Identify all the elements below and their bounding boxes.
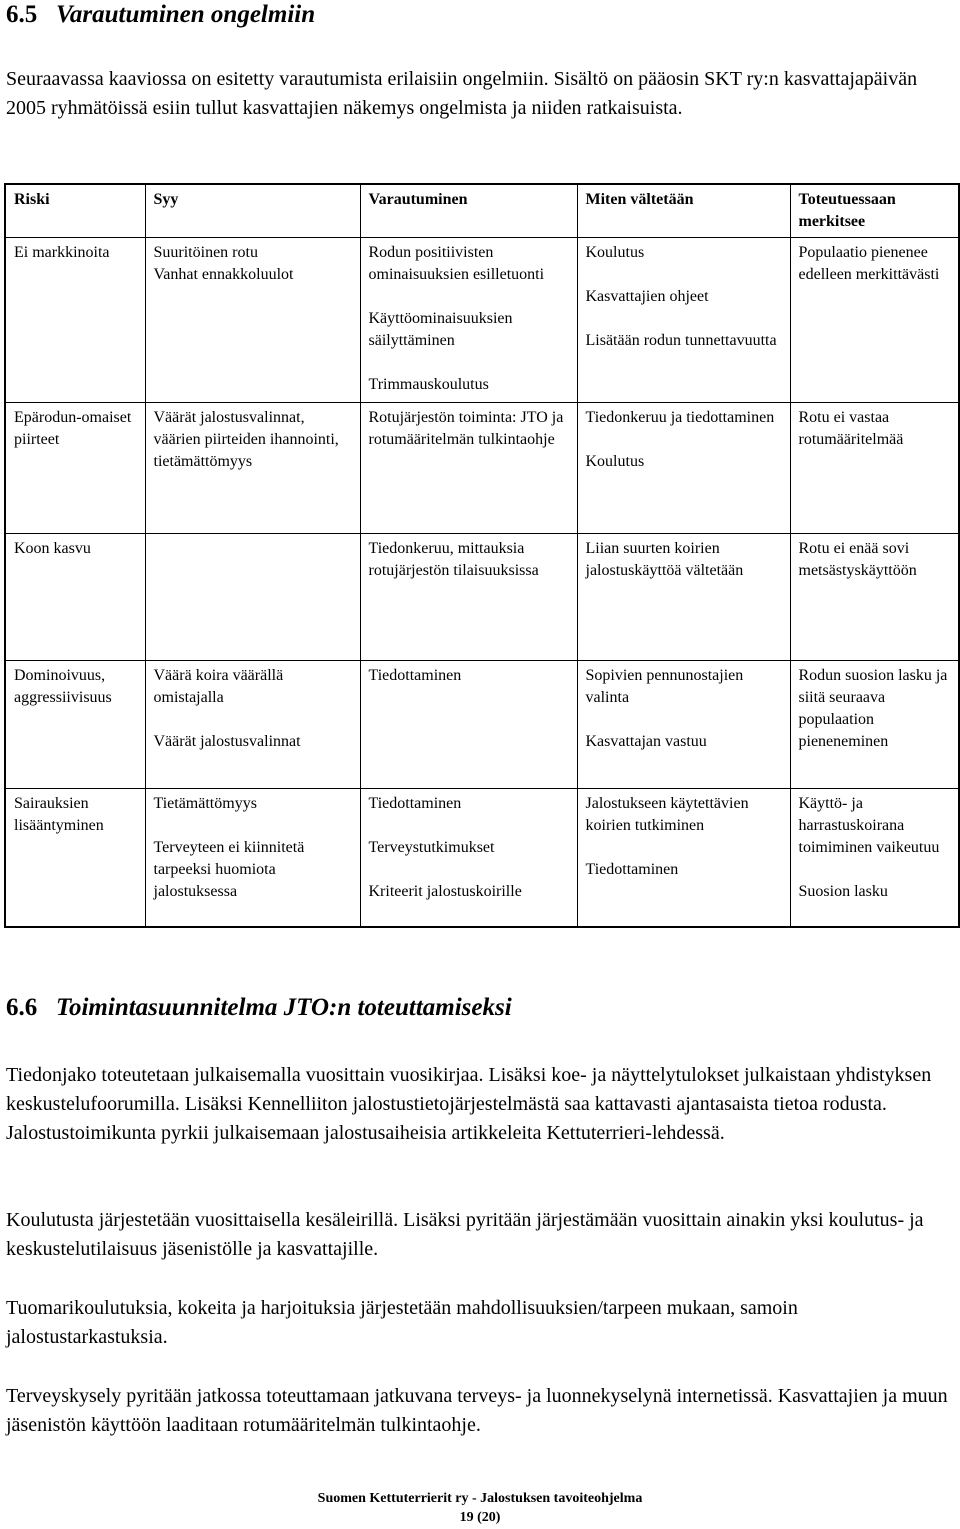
cell-line: Terveystutkimukset: [368, 839, 495, 856]
cell-varautuminen: Tiedottaminen: [360, 661, 577, 789]
table-row: [5, 403, 959, 534]
cell-toteutuessaan: Populaatio pienenee edelleen merkittävästi: [790, 238, 959, 403]
cell-syy: Väärät jalostusvalinnat, väärien piirteiden ihannointi, tietämättömyys: [145, 403, 360, 534]
cell-syy: [145, 238, 360, 403]
section-heading-6-6: [6, 993, 512, 1023]
cell-line: Kasvattajan vastuu: [585, 733, 707, 750]
cell-riski: Dominoivuus, aggressiivisuus: [5, 661, 145, 789]
cell-toteutuessaan: Rodun suosion lasku ja siitä seuraava populaation pieneneminen: [790, 661, 959, 789]
cell-varautuminen: Tiedonkeruu, mittauksia rotujärjestön tilaisuuksissa: [360, 534, 577, 661]
cell-syy: [145, 534, 360, 661]
cell-line: Rodun positiivisten ominaisuuksien esilletuonti: [368, 244, 545, 283]
table-row: [5, 789, 959, 927]
cell-line: Käyttö- ja harrastuskoirana toimiminen vaikeutuu: [798, 795, 940, 856]
header-riski: Riski: [5, 184, 145, 238]
cell-riski: Sairauksien lisääntyminen: [5, 789, 145, 927]
body-paragraph: Tiedonjako toteutetaan julkaisemalla vuosittain vuosikirjaa. Lisäksi koe- ja näyttelytulokset julkaistaan yhdistyksen keskustelufoorumilla. Lisäksi Kennelliiton jalostustietojärjestelmästä saa kattavasti ajantasaista tietoa rodusta. Jalostustoimikunta pyrkii julkaisemaan jalostusaiheisia artikkeleita Kettuterrieri-lehdessä.: [6, 1064, 932, 1144]
cell-line: Sopivien pennunostajien valinta: [585, 667, 744, 706]
cell-line: Tietämättömyys: [153, 795, 257, 812]
risk-table: [4, 183, 960, 928]
cell-line: Väärä koira väärällä omistajalla: [153, 667, 284, 706]
section-number: 6.6: [6, 994, 38, 1021]
section-heading-6-5: [6, 0, 315, 30]
cell-line: Terveyteen ei kiinnitetä tarpeeksi huomiota jalostuksessa: [153, 839, 305, 900]
page-footer-title: Suomen Kettuterrierit ry - Jalostuksen tavoiteohjelma: [317, 1491, 643, 1506]
cell-miten: Liian suurten koirien jalostuskäyttöä vältetään: [577, 534, 790, 661]
cell-line: Käyttöominaisuuksien säilyttäminen: [368, 310, 513, 349]
cell-varautuminen: [360, 789, 577, 927]
body-paragraph: Koulutusta järjestetään vuosittaisella kesäleirillä. Lisäksi pyritään järjestämään vuosittain ainakin yksi koulutus- ja keskustelutilaisuus jäsenistölle ja kasvattajille.: [6, 1209, 924, 1260]
cell-syy: [145, 661, 360, 789]
cell-riski: Koon kasvu: [5, 534, 145, 661]
cell-miten: [577, 661, 790, 789]
cell-toteutuessaan: Rotu ei vastaa rotumääritelmää: [790, 403, 959, 534]
cell-toteutuessaan: [790, 789, 959, 927]
cell-line: Trimmauskoulutus: [368, 376, 489, 393]
header-miten: Miten vältetään: [577, 184, 790, 238]
page-number: 19 (20): [459, 1510, 501, 1525]
cell-line: Suosion lasku: [798, 883, 888, 900]
table-row: [5, 534, 959, 661]
cell-toteutuessaan: Rotu ei enää sovi metsästyskäyttöön: [790, 534, 959, 661]
cell-riski: Epärodun-omaiset piirteet: [5, 403, 145, 534]
cell-varautuminen: [360, 238, 577, 403]
cell-syy: [145, 789, 360, 927]
body-paragraph: Terveyskysely pyritään jatkossa toteuttamaan jatkuvana terveys- ja luonnekyselynä internetissä. Kasvattajien ja muun jäsenistön käyttöön laaditaan rotumääritelmän tulkintaohje.: [6, 1385, 948, 1436]
cell-miten: [577, 789, 790, 927]
section-number: 6.5: [6, 1, 38, 28]
section-title: Varautuminen ongelmiin: [56, 1, 316, 28]
cell-line: Tiedottaminen: [585, 861, 679, 878]
section-title: Toimintasuunnitelma JTO:n toteuttamiseksi: [56, 994, 512, 1021]
cell-line: Tiedonkeruu ja tiedottaminen: [585, 409, 775, 426]
cell-line: Suuritöinen rotu: [153, 244, 258, 261]
cell-line: Väärät jalostusvalinnat: [153, 733, 301, 750]
header-varautuminen: Varautuminen: [360, 184, 577, 238]
table-row: [5, 661, 959, 789]
header-toteutuessaan: Toteutuessaan merkitsee: [790, 184, 959, 238]
cell-line: Kriteerit jalostuskoirille: [368, 883, 522, 900]
cell-line: Jalostukseen käytettävien koirien tutkiminen: [585, 795, 749, 834]
header-syy: Syy: [145, 184, 360, 238]
cell-varautuminen: Rotujärjestön toiminta: JTO ja rotumääritelmän tulkintaohje: [360, 403, 577, 534]
body-paragraph: Tuomarikoulutuksia, kokeita ja harjoituksia järjestetään mahdollisuuksien/tarpeen mukaan, samoin jalostustarkastuksia.: [6, 1297, 798, 1348]
cell-riski: Ei markkinoita: [5, 238, 145, 403]
cell-line: Koulutus: [585, 453, 645, 470]
cell-line: Kasvattajien ohjeet: [585, 288, 709, 305]
cell-miten: [577, 403, 790, 534]
cell-line: Lisätään rodun tunnettavuutta: [585, 332, 777, 349]
cell-line: Tiedottaminen: [368, 795, 462, 812]
cell-miten: [577, 238, 790, 403]
cell-line: Koulutus: [585, 244, 645, 261]
table-header-row: [5, 184, 959, 238]
intro-paragraph: Seuraavassa kaaviossa on esitetty varautumista erilaisiin ongelmiin. Sisältö on pääosin SKT ry:n kasvattajapäivän 2005 ryhmätöissä esiin tullut kasvattajien näkemys ongelmista ja niiden ratkaisuista.: [6, 68, 918, 119]
table-row: [5, 238, 959, 403]
cell-line: Vanhat ennakkoluulot: [153, 266, 294, 283]
